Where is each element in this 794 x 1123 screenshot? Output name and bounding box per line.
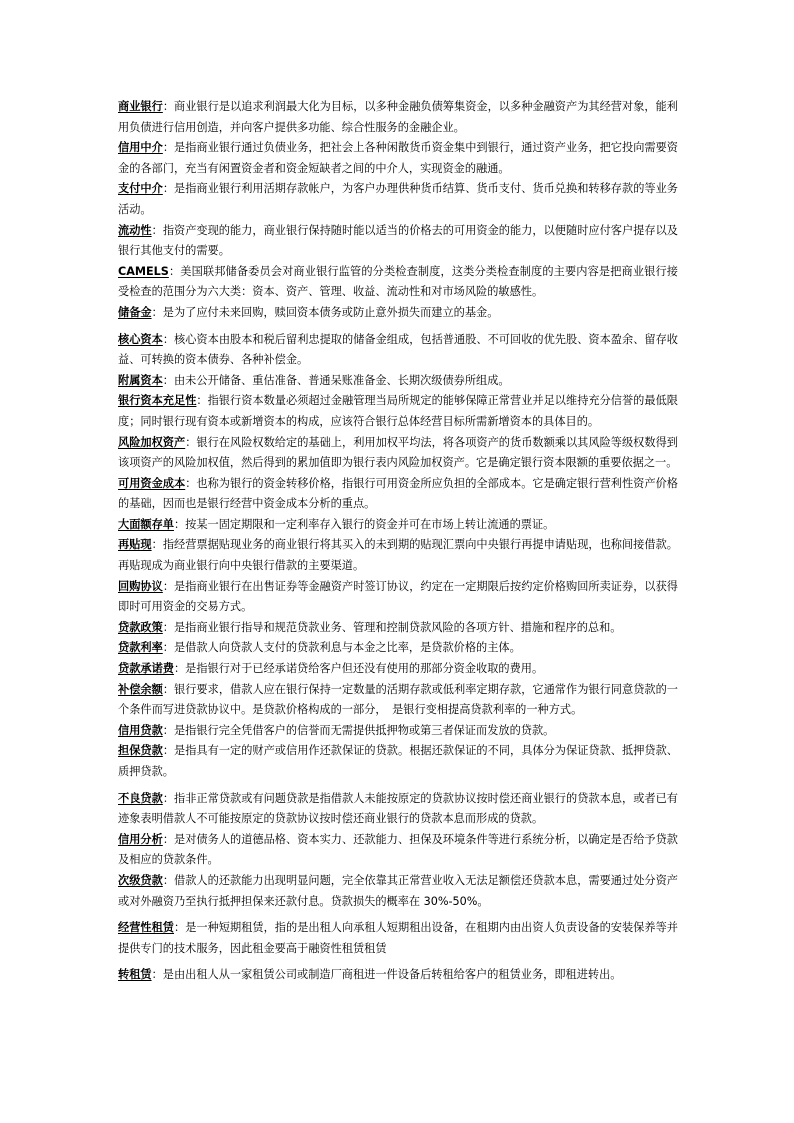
- definition: 也称为银行的资金转移价格，指银行可用资金所应负担的全部成本。它是确定银行营利性资产价格的基础，因而也是银行经营中资金成本分析的重点。: [118, 476, 678, 511]
- definition: 是由出租人从一家租赁公司或制造厂商租进一件设备后转租给客户的租赁业务，即租进转出。: [162, 968, 622, 982]
- glossary-entry-credit-loan: 信用贷款：是指银行完全凭借客户的信誉而无需提供抵押物或第三者保证而发放的贷款。: [118, 723, 555, 737]
- glossary-entry-credit-analysis: 信用分析：是对债务人的道德品格、资本实力、还款能力、担保及环境条件等进行系统分析，以确定是否给予贷款及相应的贷款条件。: [118, 832, 678, 867]
- term: 商业银行: [118, 100, 163, 113]
- glossary-entry-compensating-balance: 补偿余额：银行要求，借款人应在银行保持一定数量的活期存款或低利率定期存款，它通常作为银行同意贷款的一个条件而写进贷款协议中。是贷款价格构成的一部分， 是银行变相提高贷款利率的一种方式。: [118, 682, 678, 717]
- term: 支付中介: [118, 182, 163, 196]
- term: 再贴现: [118, 538, 152, 552]
- glossary-entry-credit-intermediary: 信用中介：是指商业银行通过负债业务，把社会上各种闲散货币资金集中到银行，通过资产业务，把它投向需要资金的各部门，充当有闲置资金者和资金短缺者之间的中介人，实现资金的融通。: [118, 141, 678, 175]
- definition: 是指商业银行通过负债业务，把社会上各种闲散货币资金集中到银行，通过资产业务，把它投向需要资金的各部门，充当有闲置资金者和资金短缺者之间的中介人，实现资金的融通。: [118, 141, 678, 175]
- definition: 是指商业银行利用活期存款帐户，为客户办理供种货币结算、货币支付、货币兑换和转移存款的等业务活动。: [118, 182, 678, 216]
- definition: 是一种短期租赁，指的是出租人向承租人短期租出设备，在租期内由出资人负责设备的安装保养等并提供专门的技术服务，因此租金要高于融资性租赁租赁: [118, 921, 678, 955]
- definition: 是对债务人的道德品格、资本实力、还款能力、担保及环境条件等进行系统分析，以确定是否给予贷款及相应的贷款条件。: [118, 832, 678, 867]
- glossary-entry-loan-policy: 贷款政策：是指商业银行指导和规范贷款业务、管理和控制贷款风险的各项方针、措施和程序的总和。: [118, 620, 622, 634]
- definition: 是指具有一定的财产或信用作还款保证的贷款。根据还款保证的不同，具体分为保证贷款、抵押贷款、质押贷款。: [118, 744, 678, 778]
- definition: 银行在风险权数给定的基础上，利用加权平均法，将各项资产的货币数额乘以其风险等级权数得到该项资产的风险加权值，然后得到的累加值即为银行表内风险加权资产。它是确定银行资本限额的重要依据之一。: [118, 435, 678, 470]
- glossary-entry-payment-intermediary: 支付中介：是指商业银行利用活期存款帐户，为客户办理供种货币结算、货币支付、货币兑换和转移存款的等业务活动。: [118, 182, 678, 216]
- term: 转租赁: [118, 968, 152, 982]
- glossary-entry-rediscount: 再贴现：指经营票据贴现业务的商业银行将其买入的未到期的贴现汇票向中央银行再提申请贴现，也称间接借款。再贴现成为商业银行向中央银行借款的主要渠道。: [118, 538, 678, 573]
- definition: 指非正常贷款或有问题贷款是指借款人未能按原定的贷款协议按时偿还商业银行的贷款本息，或者已有迹象表明借款人不可能按原定的贷款协议按时偿还商业银行的贷款本息而形成的贷款。: [118, 791, 678, 826]
- definition: 是指商业银行在出售证券等金融资产时签订协议，约定在一定期限后按约定价格购回所卖证券，以获得即时可用资金的交易方式。: [118, 579, 678, 614]
- glossary-entry-secured-loan: 担保贷款：是指具有一定的财产或信用作还款保证的贷款。根据还款保证的不同，具体分为保证贷款、抵押贷款、质押贷款。: [118, 744, 678, 778]
- term: 回购协议: [118, 579, 163, 593]
- definition: 指银行资本数量必须超过金融管理当局所规定的能够保障正常营业并足以维持充分信誉的最低限度；同时银行现有资本或新增资本的构成，应该符合银行总体经营目标所需新增资本的具体目的。: [118, 394, 678, 428]
- term: 贷款政策: [118, 620, 163, 634]
- glossary-entry-supplementary-capital: 附属资本：由未公开储备、重估准备、普通呆账准备金、长期次级债券所组成。: [118, 373, 510, 387]
- glossary-entry-non-performing-loan: 不良贷款：指非正常贷款或有问题贷款是指借款人未能按原定的贷款协议按时偿还商业银行的贷款本息，或者已有迹象表明借款人不可能按原定的贷款协议按时偿还商业银行的贷款本息而形成的贷款。: [118, 791, 678, 826]
- glossary-entry-camels: CAMELS：美国联邦储备委员会对商业银行监管的分类检查制度，这类分类检查制度的主要内容是把商业银行接受检查的范围分为六大类：资本、资产、管理、收益、流动性和对市场风险的敏感性。: [118, 264, 678, 299]
- glossary-entry-operating-lease: 经营性租赁：是一种短期租赁，指的是出租人向承租人短期租出设备，在租期内由出资人负责设备的安装保养等并提供专门的技术服务，因此租金要高于融资性租赁租赁: [118, 921, 678, 955]
- term: 贷款承诺费: [118, 662, 174, 676]
- definition: 借款人的还款能力出现明显问题，完全依靠其正常营业收入无法足额偿还贷款本息，需要通过处分资产或对外融资乃至执行抵押担保来还款付息。贷款损失的概率在 30%-50%。: [118, 873, 678, 908]
- glossary-document: [118, 97, 678, 986]
- term: 附属资本: [118, 373, 163, 387]
- term: 次级贷款: [118, 873, 163, 887]
- glossary-entry-repurchase-agreement: 回购协议：是指商业银行在出售证券等金融资产时签订协议，约定在一定期限后按约定价格购回所卖证券，以获得即时可用资金的交易方式。: [118, 579, 678, 614]
- definition: 指经营票据贴现业务的商业银行将其买入的未到期的贴现汇票向中央银行再提申请贴现，也称间接借款。再贴现成为商业银行向中央银行借款的主要渠道。: [118, 538, 678, 573]
- glossary-entry-core-capital: 核心资本：核心资本由股本和税后留利忠提取的储备金组成，包括普通股、不可回收的优先股、资本盈余、留存收益、可转换的资本债券、各种补偿金。: [118, 332, 678, 367]
- term: 信用中介: [118, 141, 163, 155]
- term: 信用贷款: [118, 723, 163, 737]
- definition: 核心资本由股本和税后留利忠提取的储备金组成，包括普通股、不可回收的优先股、资本盈余、留存收益、可转换的资本债券、各种补偿金。: [118, 332, 678, 367]
- term: CAMELS: [118, 264, 169, 278]
- term: 担保贷款: [118, 744, 163, 758]
- glossary-entry-loan-rate: 贷款利率：是借款人向贷款人支付的贷款利息与本金之比率，是贷款价格的主体。: [118, 641, 521, 655]
- term: 储备金: [118, 305, 152, 319]
- term: 大面额存单: [118, 517, 174, 531]
- term: 贷款利率: [118, 641, 163, 655]
- glossary-entry-liquidity: 流动性：指资产变现的能力，商业银行保持随时能以适当的价格去的可用资金的能力，以便随时应付客户提存以及银行其他支付的需要。: [118, 223, 678, 258]
- glossary-entry-substandard-loan: 次级贷款：借款人的还款能力出现明显问题，完全依靠其正常营业收入无法足额偿还贷款本息，需要通过处分资产或对外融资乃至执行抵押担保来还款付息。贷款损失的概率在 30%-50%。: [118, 873, 678, 908]
- glossary-entry-sublease: 转租赁：是由出租人从一家租赁公司或制造厂商租进一件设备后转租给客户的租赁业务，即租进转出。: [118, 968, 622, 982]
- term: 流动性: [118, 223, 152, 237]
- glossary-entry-available-funds-cost: 可用资金成本：也称为银行的资金转移价格，指银行可用资金所应负担的全部成本。它是确定银行营利性资产价格的基础，因而也是银行经营中资金成本分析的重点。: [118, 476, 678, 511]
- definition: 是指商业银行指导和规范贷款业务、管理和控制贷款风险的各项方针、措施和程序的总和。: [173, 620, 622, 634]
- glossary-entry-reserve-fund: 储备金：是为了应付未来回购，赎回资本债务或防止意外损失而建立的基金。: [118, 305, 499, 319]
- term: 补偿余额: [118, 682, 163, 696]
- glossary-entry-commercial-bank: 商业银行：商业银行是以追求利润最大化为目标，以多种金融负债筹集资金，以多种金融资产为其经营对象，能利用负债进行信用创造，并向客户提供多功能、综合性服务的金融企业。: [118, 100, 678, 134]
- glossary-entry-capital-adequacy: 银行资本充足性：指银行资本数量必须超过金融管理当局所规定的能够保障正常营业并足以维持充分信誉的最低限度；同时银行现有资本或新增资本的构成，应该符合银行总体经营目标所需新增资本的具体目的。: [118, 394, 678, 428]
- glossary-entry-commitment-fee: 贷款承诺费：是指银行对于已经承诺贷给客户但还没有使用的那部分资金收取的费用。: [118, 662, 544, 676]
- definition: 是借款人向贷款人支付的贷款利息与本金之比率，是贷款价格的主体。: [173, 641, 521, 655]
- definition: 银行要求，借款人应在银行保持一定数量的活期存款或低利率定期存款，它通常作为银行同意贷款的一个条件而写进贷款协议中。是贷款价格构成的一部分， 是银行变相提高贷款利率的一种方式。: [118, 682, 678, 717]
- definition: 是为了应付未来回购，赎回资本债务或防止意外损失而建立的基金。: [162, 305, 499, 319]
- definition: 商业银行是以追求利润最大化为目标，以多种金融负债筹集资金，以多种金融资产为其经营对象，能利用负债进行信用创造，并向客户提供多功能、综合性服务的金融企业。: [118, 100, 678, 134]
- definition: 是指银行完全凭借客户的信誉而无需提供抵押物或第三者保证而发放的贷款。: [173, 723, 555, 737]
- definition: 由未公开储备、重估准备、普通呆账准备金、长期次级债券所组成。: [173, 373, 510, 387]
- glossary-entry-risk-weighted-assets: 风险加权资产：银行在风险权数给定的基础上，利用加权平均法，将各项资产的货币数额乘以其风险等级权数得到该项资产的风险加权值，然后得到的累加值即为银行表内风险加权资产。它是确定银行资本限额的重要依据之一。: [118, 435, 678, 470]
- term: 信用分析: [118, 832, 163, 846]
- definition: 是指银行对于已经承诺贷给客户但还没有使用的那部分资金收取的费用。: [185, 662, 544, 676]
- term: 经营性租赁: [118, 921, 174, 935]
- definition: 指资产变现的能力，商业银行保持随时能以适当的价格去的可用资金的能力，以便随时应付客户提存以及银行其他支付的需要。: [118, 223, 678, 258]
- term: 核心资本: [118, 332, 163, 346]
- definition: 按某一固定期限和一定利率存入银行的资金并可在市场上转让流通的票证。: [185, 517, 555, 531]
- term: 风险加权资产: [118, 435, 186, 449]
- glossary-entry-large-cd: 大面额存单：按某一固定期限和一定利率存入银行的资金并可在市场上转让流通的票证。: [118, 517, 555, 531]
- term: 可用资金成本: [118, 476, 186, 490]
- term: 银行资本充足性: [118, 394, 197, 408]
- definition: 美国联邦储备委员会对商业银行监管的分类检查制度，这类分类检查制度的主要内容是把商业银行接受检查的范围分为六大类：资本、资产、管理、收益、流动性和对市场风险的敏感性。: [118, 264, 678, 299]
- term: 不良贷款: [118, 791, 163, 805]
